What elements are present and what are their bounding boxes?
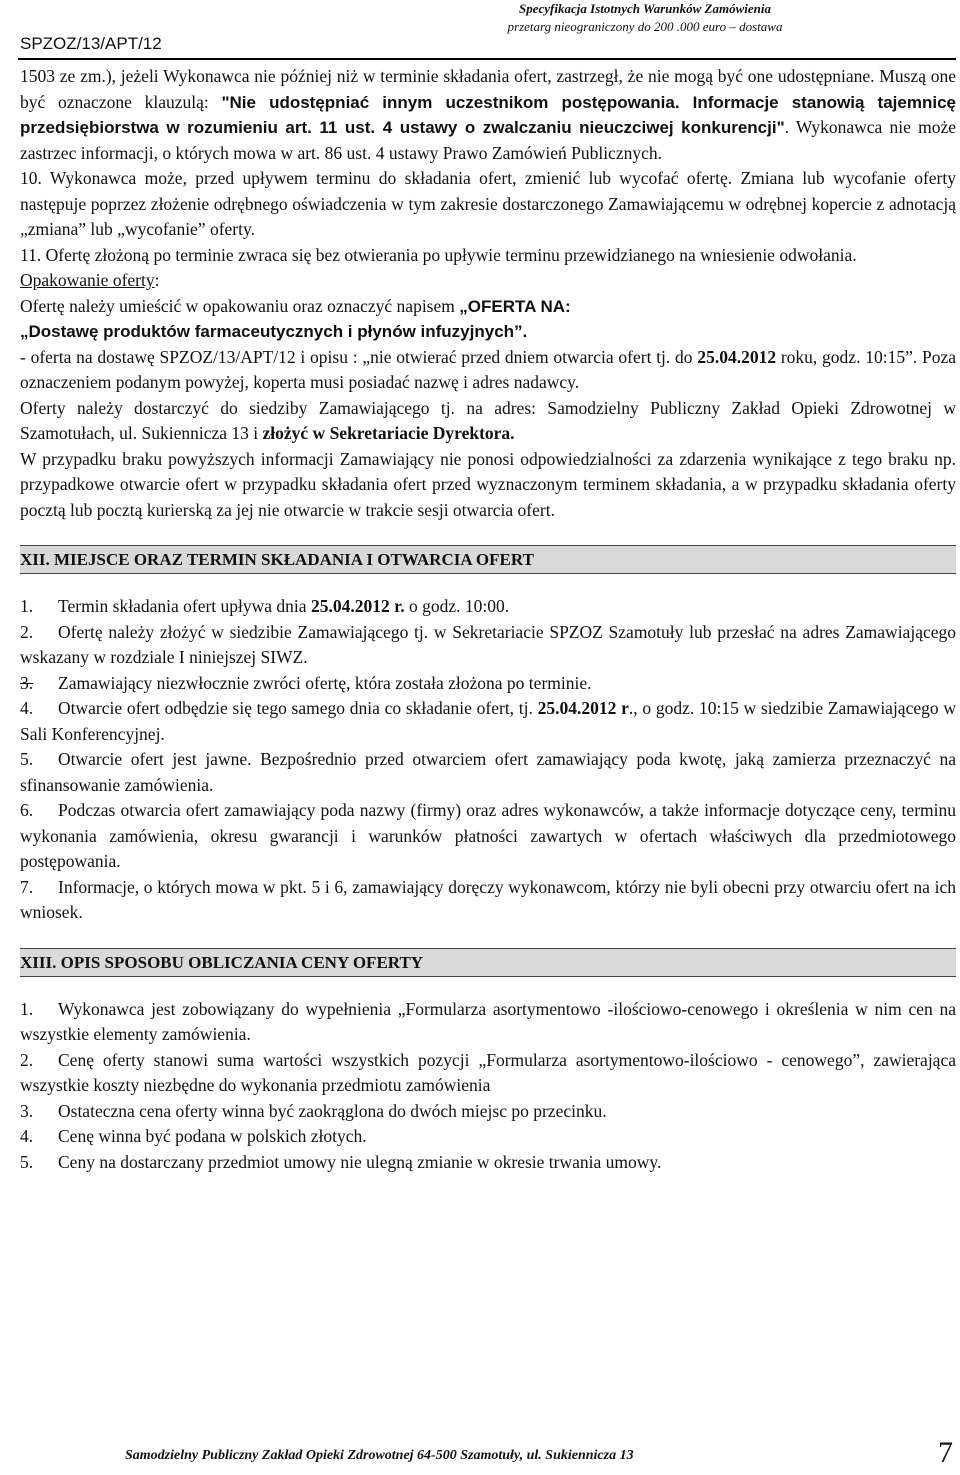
page-number: 7 (938, 1436, 953, 1469)
header-rule (18, 58, 956, 60)
header-block (330, 0, 960, 36)
text-span: Ofertę należy umieścić w opakowaniu oraz oznaczyć napisem (20, 295, 460, 316)
paragraph-10: 10. Wykonawca może, przed upływem terminu do składania ofert, zmienić lub wycofać ofertę. Zmiana lub wycofanie oferty następuje poprzez złożenie odrębnego oświadczenia w tym zakresie dostarczonego Zamawiającemu w odrębnej kopercie z adnotacją „zmiana” lub „wycofanie” oferty. (20, 168, 956, 239)
section-xii-heading: XII. MIEJSCE ORAZ TERMIN SKŁADANIA I OTWARCIA OFERT (20, 545, 956, 574)
packaging-line-3 (20, 345, 956, 396)
paragraph-confidentiality (20, 64, 956, 166)
packaging-line-2: „Dostawę produktów farmaceutycznych i płynów infuzyjnych”. (20, 322, 528, 341)
text-span: Otwarcie ofert jest jawne. Bezpośrednio przed otwarciem ofert zamawiający poda kwotę, jaką zamierza przeznaczyć na sfinansowanie zamówienia. (20, 749, 956, 795)
delivery-place: złożyć w Sekretariacie Dyrektora. (262, 423, 515, 443)
list-number: 3. (20, 1100, 34, 1121)
list-number: 2. (20, 1049, 34, 1070)
packaging-heading-line (20, 268, 956, 294)
list-number: 1. (20, 596, 34, 616)
paragraph-liability: W przypadku braku powyższych informacji Zamawiający nie ponosi odpowiedzialności za zdarzenia wynikające z tego braku np. przypadkowe otwarcie ofert w przypadku składania ofert przed wyznaczonym terminem składania, a w przypadku składania oferty pocztą lub pocztą kurierską za jej nie otwarcie w trakcie sesji otwarcia ofert. (20, 448, 956, 520)
deadline-date: 25.04.2012 r. (310, 596, 405, 616)
list-item (20, 875, 956, 926)
text-span: Informacje, o których mowa w pkt. 5 i 6, zamawiający doręczy wykonawcom, którzy nie byli obecni przy otwarciu ofert na ich wniosek. (20, 876, 956, 922)
text-span: Ostateczna cena oferty winna być zaokrąglona do dwóch miejsc po przecinku. (58, 1100, 607, 1121)
list-item (20, 747, 956, 798)
text-span: Ofertę należy złożyć w siedzibie Zamawiającego tj. w Sekretariacie SPZOZ Szamotuły lub przesłać na adres Zamawiającego wskazany w rozdziale I niniejszej SIWZ. (20, 621, 956, 667)
opening-date: 25.04.2012 r (537, 698, 629, 718)
list-item (20, 620, 956, 671)
list-item (20, 1150, 956, 1176)
packaging-heading: Opakowanie oferty (20, 270, 155, 290)
text-span: Oferty należy dostarczyć do siedziby Zamawiającego tj. na adres: Samodzielny Publiczny Zakład Opieki Zdrowotnej w Szamotułach, ul. Sukiennicza 13 i (20, 397, 956, 443)
list-item (20, 594, 956, 620)
list-item (20, 997, 956, 1048)
section-xiii-heading: XIII. OPIS SPOSOBU OBLICZANIA CENY OFERTY (20, 948, 956, 977)
list-item (20, 1099, 956, 1125)
list-number: 3. (20, 672, 34, 693)
list-item (20, 671, 956, 697)
list-number: 2. (20, 621, 34, 642)
document-body (20, 64, 956, 1175)
list-number: 5. (20, 749, 34, 769)
text-span: Cenę oferty stanowi suma wartości wszystkich pozycji „Formularza asortymentowo-ilościowo - cenowego”, zawierająca wszystkie koszty niezbędne do wykonania przedmiotu zamówienia (20, 1049, 956, 1095)
text-span: Cenę winna być podana w polskich złotych. (58, 1126, 367, 1146)
confidentiality-clause: "Nie udostępniać innym uczestnikom postępowania. Informacje stanowią tajemnicę przedsiębiorstwa w rozumieniu art. 11 ust. 4 ustawy o zwalczaniu nieuczciwej konkurencji" (20, 92, 956, 137)
footer-address: Samodzielny Publiczny Zakład Opieki Zdrowotnej 64-500 Szamotuły, ul. Sukiennicza 13 (125, 1448, 634, 1463)
header-subtitle: przetarg nieograniczony do 200 .000 euro – dostawa (507, 19, 783, 34)
text-span: o godz. 10:00. (404, 596, 510, 616)
packaging-line-1 (20, 294, 956, 320)
paragraph-delivery (20, 396, 956, 447)
text-span: ., o godz. 10:15 w siedzibie Zamawiającego w Sali Konferencyjnej. (20, 698, 956, 744)
text-span: Wykonawca jest zobowiązany do wypełnienia „Formularza asortymentowo -ilościowo-cenowego i określenia w nim cen na wszystkie elementy zamówienia. (20, 998, 956, 1044)
list-number: 7. (20, 876, 34, 897)
text-span: roku, godz. 10:15”. Poza oznaczeniem podanym powyżej, koperta musi posiadać nazwę i adres nadawcy. (20, 346, 956, 392)
list-number: 4. (20, 1126, 34, 1146)
text-span: Podczas otwarcia ofert zamawiający poda nazwy (firmy) oraz adres wykonawców, a także informacje dotyczące ceny, terminu wykonania zamówienia, okresu gwarancji i warunków płatności zawartych w ofertach właściwych dla przedmiotowego postępowania. (20, 800, 956, 871)
list-number: 5. (20, 1151, 34, 1172)
doc-reference: SPZOZ/13/APT/12 (20, 34, 162, 53)
list-item (20, 696, 956, 747)
list-item (20, 1048, 956, 1099)
header-title: Specyfikacja Istotnych Warunków Zamówienia (519, 1, 771, 16)
list-number: 4. (20, 698, 34, 718)
list-item (20, 798, 956, 875)
deadline-date: 25.04.2012 (697, 346, 777, 367)
text-span: : (154, 270, 160, 290)
text-span: Otwarcie ofert odbędzie się tego samego dnia co składanie ofert, tj. (58, 698, 538, 718)
list-number: 1. (20, 998, 34, 1019)
paragraph-11: 11. Ofertę złożoną po terminie zwraca się bez otwierania po upływie terminu przewidzianego na wniesienie odwołania. (20, 244, 857, 265)
list-number: 6. (20, 800, 34, 820)
text-span: . Wykonawca nie może zastrzec informacji, o których mowa w art. 86 ust. 4 ustawy Prawo Zamówień Publicznych. (20, 117, 956, 163)
text-span: Ceny na dostarczany przedmiot umowy nie ulegną zmianie w okresie trwania umowy. (58, 1151, 662, 1172)
text-span: 1503 ze zm.), jeżeli Wykonawca nie później niż w terminie składania ofert, zastrzegł, że nie mogą być one udostępniane. Muszą one być oznaczone klauzulą: (20, 66, 956, 112)
offer-label: „OFERTA NA: (459, 296, 571, 316)
list-item (20, 1124, 956, 1150)
text-span: Termin składania ofert upływa dnia (58, 596, 311, 616)
text-span: - oferta na dostawę SPZOZ/13/APT/12 i opisu : „nie otwierać przed dniem otwarcia ofert tj. do (20, 346, 698, 367)
text-span: Zamawiający niezwłocznie zwróci ofertę, która została złożona po terminie. (58, 672, 592, 693)
